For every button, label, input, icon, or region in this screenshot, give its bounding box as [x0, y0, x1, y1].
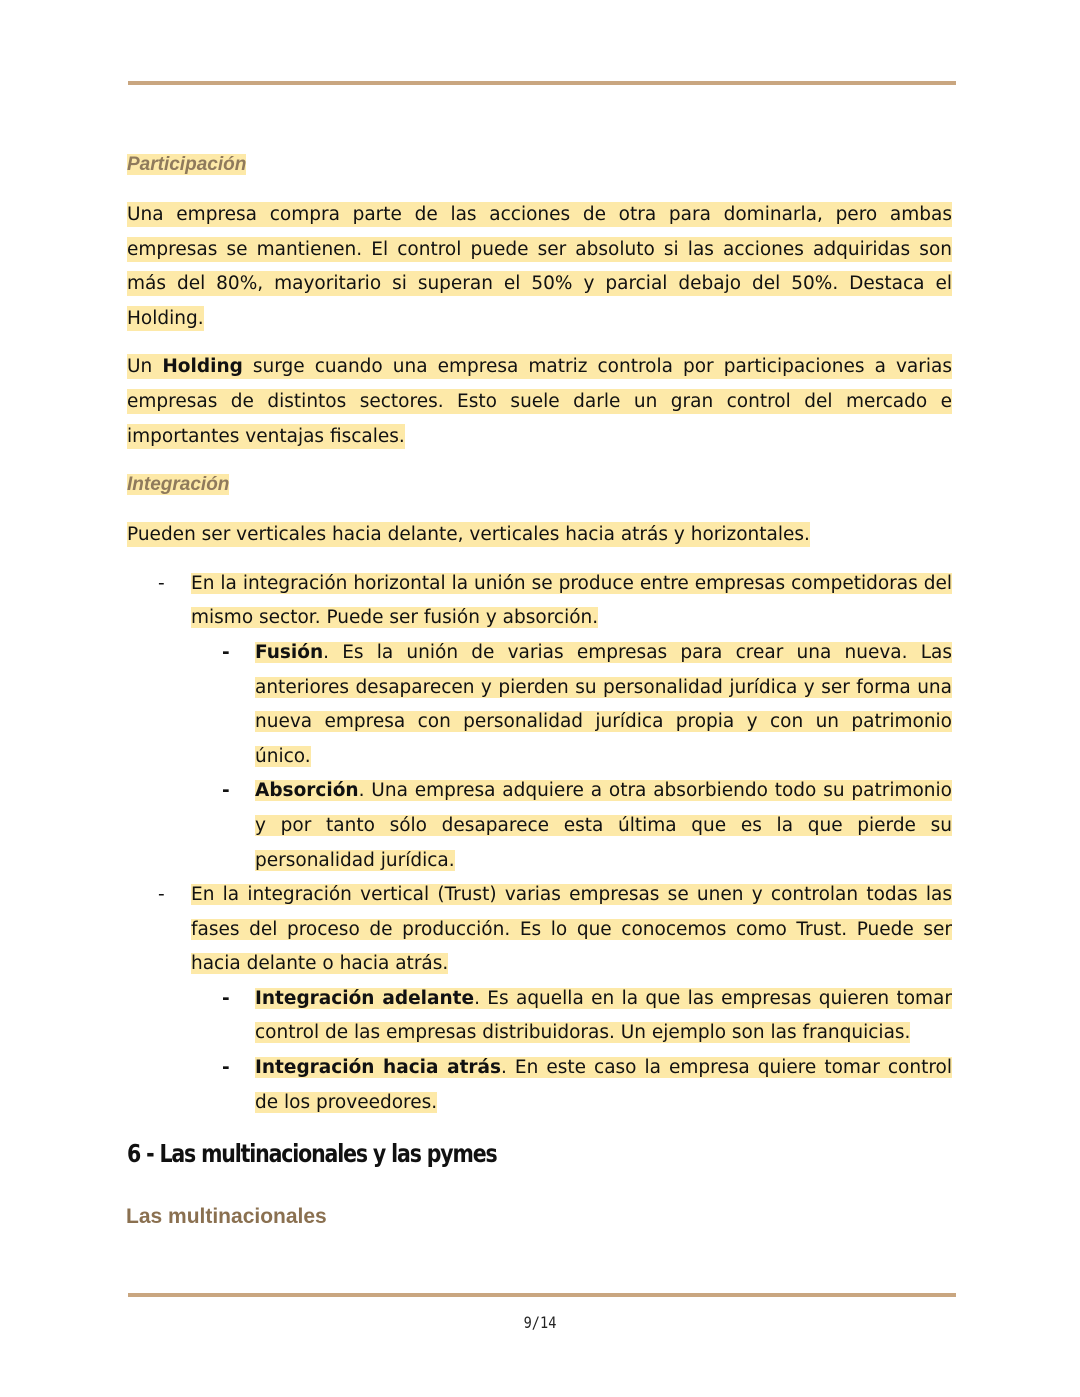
bullet-dash: -: [158, 572, 165, 594]
fusion-term: Fusión: [255, 641, 324, 663]
absorcion-term: Absorción: [255, 780, 359, 802]
integracion-atras-term: Integración hacia atrás: [255, 1057, 502, 1079]
list-item-horizontal: - En la integración horizontal la unión se produce entre empresas competidoras del mismo sector. Puede ser fusión y absorción. - Fusión. Es la unión de varias empresas para crear una nueva. Las anteriores desaparecen y pierden su personalidad jurídica y ser forma una nueva empresa con personalidad jurídica propia y con un patrimonio único. - Absorción. Una empresa adquiere a otra absorbiendo todo su patrimonio y por tanto sólo desaparece esta última que es la que pierde su personalidad jurídica.: [127, 567, 952, 878]
integracion-intro: Pueden ser verticales hacia delante, verticales hacia atrás y horizontales.: [127, 524, 810, 546]
list-item-absorcion: - Absorción. Una empresa adquiere a otra absorbiendo todo su patrimonio y por tanto sólo desaparece esta última que es la que pierde su personalidad jurídica.: [191, 774, 952, 878]
footer-rule: [128, 1293, 956, 1297]
page-number: 9/14: [523, 1313, 557, 1332]
list-item-integracion-atras: - Integración hacia atrás. En este caso la empresa quiere tomar control de los proveedores.: [191, 1051, 952, 1120]
participacion-heading: Participación: [127, 154, 247, 175]
list-item-vertical: - En la integración vertical (Trust) varias empresas se unen y controlan todas las fases del proceso de producción. Es lo que conocemos como Trust. Puede ser hacia delante o hacia atrás. - Integración adelante. Es aquella en la que las empresas quieren tomar control de las empresas distribuidoras. Un ejemplo son las franquicias. - Integración hacia atrás. En este caso la empresa quiere tomar control de los proveedores.: [127, 878, 952, 1120]
bullet-dash: -: [222, 987, 230, 1009]
holding-paragraph: Un Holding surge cuando una empresa matriz controla por participaciones a varias empresas de distintos sectores. Esto suele darle un gran control del mercado e importantes ventajas fiscales.: [127, 356, 952, 447]
section-title: 6 - Las multinacionales y las pymes: [127, 1139, 497, 1169]
subsection-title: Las multinacionales: [126, 1205, 327, 1229]
bullet-dash: -: [222, 780, 230, 802]
list-item-fusion: - Fusión. Es la unión de varias empresas para crear una nueva. Las anteriores desaparecen y pierden su personalidad jurídica y ser forma una nueva empresa con personalidad jurídica propia y con un patrimonio único.: [191, 636, 952, 774]
bullet-dash: -: [222, 641, 230, 663]
horizontal-sublist: [191, 636, 952, 878]
header-rule: [128, 81, 956, 85]
integration-list: [127, 567, 952, 1121]
list-item-integracion-adelante: - Integración adelante. Es aquella en la que las empresas quieren tomar control de las empresas distribuidoras. Un ejemplo son las franquicias.: [191, 982, 952, 1051]
holding-term: Holding: [162, 356, 243, 378]
page-content: [127, 150, 952, 1232]
participacion-paragraph: Una empresa compra parte de las acciones de otra para dominarla, pero ambas empresas se mantienen. El control puede ser absoluto si las acciones adquiridas son más del 80%, mayoritario si superan el 50% y parcial debajo del 50%. Destaca el Holding.: [127, 204, 952, 329]
integracion-heading: Integración: [127, 474, 230, 496]
bullet-dash: -: [158, 884, 165, 906]
vertical-sublist: [191, 982, 952, 1120]
bullet-dash: -: [222, 1057, 230, 1079]
integracion-adelante-term: Integración adelante: [255, 987, 475, 1009]
